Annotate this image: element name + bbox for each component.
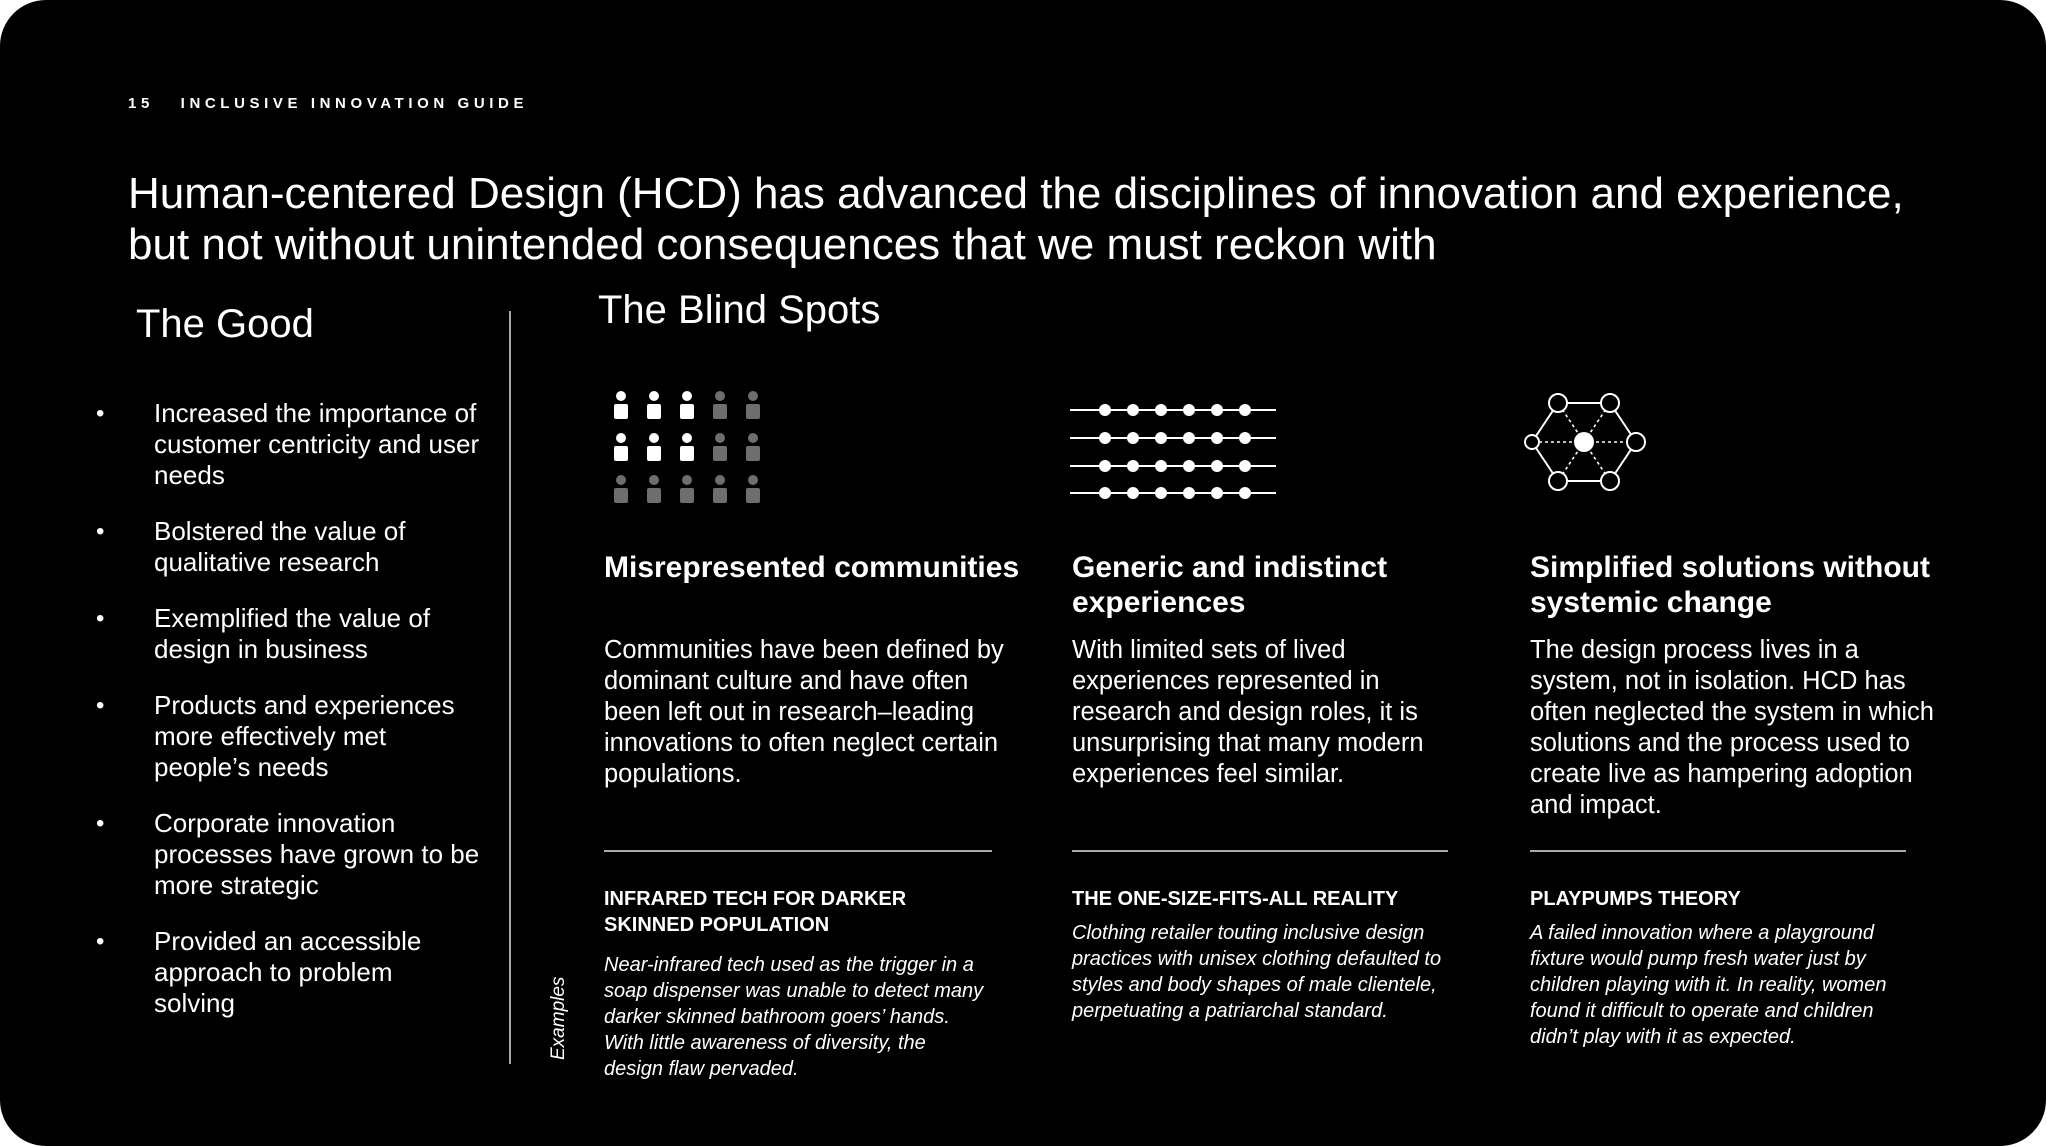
network-hub-icon [1524,386,1654,516]
column-rule [1530,850,1906,852]
bullet: • [96,518,105,545]
example-title: PLAYPUMPS THEORY [1530,888,1741,910]
examples-label: Examples [548,976,569,1060]
good-list-item [96,808,480,901]
example-title: THE ONE-SIZE-FITS-ALL REALITY [1072,888,1399,910]
good-list [96,398,480,1044]
page-header [128,95,528,112]
good-list-item [96,516,480,578]
column-body: With limited sets of lived experiences represented in research and design roles, it is unsurprising that many modern experiences feel similar. [1072,636,1424,788]
blind-spot-column-misrepresented [598,386,1020,1080]
people-grid-icon [598,386,768,516]
bullet: • [96,400,105,427]
page-number: 15 [128,95,154,112]
example-body: A failed innovation where a playground fixture would pump fresh water just by children playing with it. In reality, women found it difficult to operate and children didn’t play with it as expected. [1530,922,1887,1048]
good-item-text: Products and experiences more effectively met people’s needs [154,690,455,782]
guide-title: INCLUSIVE INNOVATION GUIDE [180,95,529,112]
example-body: Near-infrared tech used as the trigger in a soap dispenser was unable to detect many darker skinned bathroom goers’ hands. With little awareness of diversity, the design flaw pervaded. [604,954,984,1080]
blind-spot-column-generic [1066,386,1442,1022]
column-body: Communities have been defined by dominant culture and have often been left out in research–leading innovations to often neglect certain populations. [604,636,1004,788]
bullet: • [96,605,105,632]
good-list-item [96,926,480,1019]
headline: Human-centered Design (HCD) has advanced the disciplines of innovation and experience, but not without unintended consequences that we must reckon with [128,169,1904,269]
bullet: • [96,692,105,719]
good-list-item [96,603,480,665]
good-item-text: Exemplified the value of design in business [154,603,431,664]
column-body: The design process lives in a system, not in isolation. HCD has often neglected the system in which solutions and the process used to create live as hampering adoption and impact. [1530,636,1934,819]
good-list-item [96,690,480,783]
column-title: Misrepresented communities [604,551,1020,584]
good-item-text: Bolstered the value of qualitative research [154,516,406,577]
example-body: Clothing retailer touting inclusive design practices with unisex clothing defaulted to styles and body shapes of male clientele, perpetuating a patriarchal standard. [1072,922,1442,1022]
vertical-divider [509,311,511,1064]
example-title: INFRARED TECH FOR DARKER SKINNED POPULATION [604,888,907,936]
column-rule [604,850,992,852]
blind-spots-title: The Blind Spots [598,288,881,332]
identical-rows-icon [1066,386,1286,516]
column-title: Simplified solutions without systemic change [1530,551,1930,619]
good-item-text: Corporate innovation processes have grown to be more strategic [154,808,480,900]
good-item-text: Provided an accessible approach to problem solving [154,926,422,1018]
blind-spot-column-simplified [1524,386,1934,1048]
bullet: • [96,928,105,955]
column-rule [1072,850,1448,852]
bullet: • [96,810,105,837]
good-section-title: The Good [136,302,314,346]
column-title: Generic and indistinct experiences [1072,551,1388,619]
good-list-item [96,398,480,491]
good-item-text: Increased the importance of customer centricity and user needs [154,398,480,490]
